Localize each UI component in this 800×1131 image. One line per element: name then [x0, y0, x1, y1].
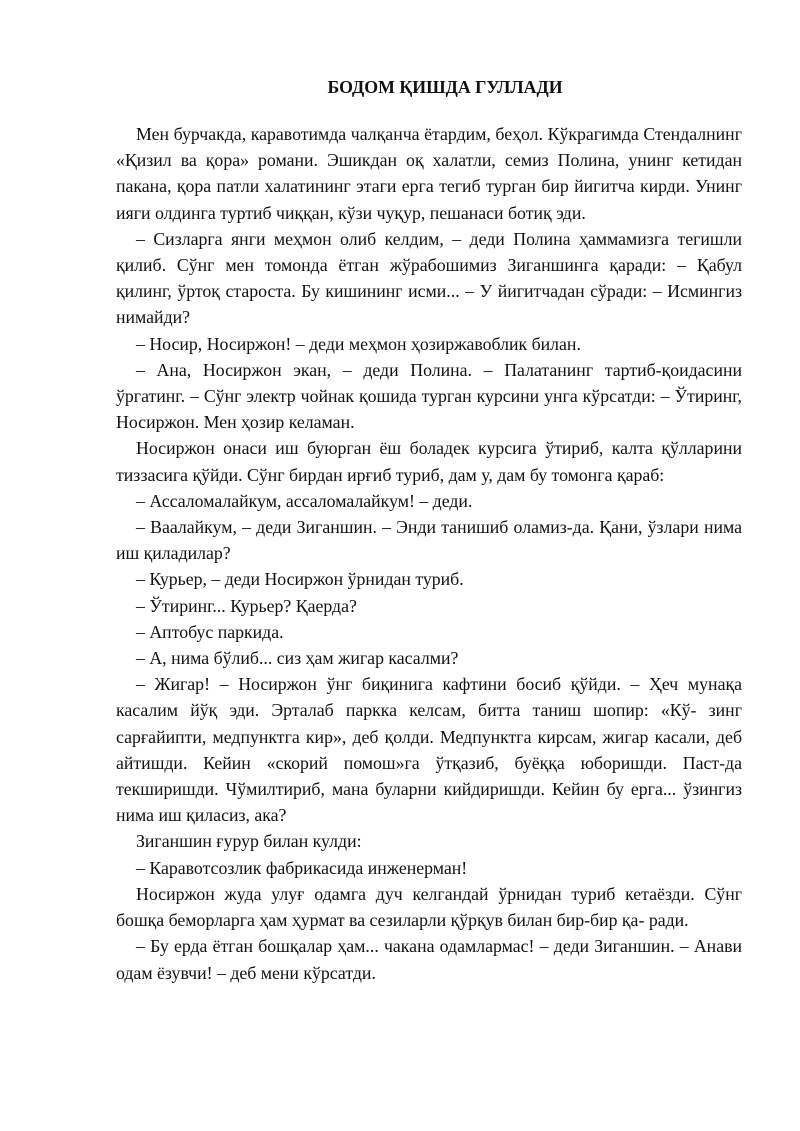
- paragraph: – Ваалайкум, – деди Зиганшин. – Энди танишиб оламиз-да. Қани, ўзлари нима иш қиладилар?: [116, 517, 742, 564]
- paragraph: – Бу ерда ётган бошқалар ҳам... чакана одамлармас! – деди Зиганшин. – Анави одам ёзувчи! – деб мени кўрсатди.: [116, 936, 742, 983]
- paragraph: Зиганшин ғурур билан кулди:: [136, 831, 362, 852]
- paragraph: Носиржон жуда улуғ одамга дуч келгандай ўрнидан туриб кетаёзди. Сўнг бошқа беморларга ҳам ҳурмат ва сезиларли қўрқув билан бир-бир қа- ради.: [116, 883, 742, 931]
- paragraph: – Носир, Носиржон! – деди меҳмон ҳозиржавоблик билан.: [136, 333, 581, 354]
- paragraph: – Ўтиринг... Курьер? Қаерда?: [136, 595, 357, 616]
- paragraph: – Жигар! – Носиржон ўнг биқинига кафтини босиб қўйди. – Ҳеч мунақа касалим йўқ эди. Эрталаб паркка келсам, битта таниш шопир: «Кў- зинг сарғайипти, медпунктга кир», деб қолди. Медпунктга кирсам, жигар касали, деб айтишди. Кейин «скорий помош»га ўтқазиб, буёққа юборишди. Паст-да текширишди. Чўмилтириб, мана буларни кийдиришди. Кейин бу ерга... ўзингиз нима иш қиласиз, ака?: [116, 674, 742, 826]
- document-title: БОДОМ ҚИШДА ГУЛЛАДИ: [327, 77, 563, 97]
- paragraph: – Курьер, – деди Носиржон ўрнидан туриб.: [136, 569, 464, 590]
- paragraph: Носиржон онаси иш буюрган ёш боладек курсига ўтириб, калта қўлларини тиззасига қўйди. Сўнг бирдан ирғиб туриб, дам у, дам бу томонга қараб:: [116, 438, 742, 485]
- document-page: [116, 75, 742, 986]
- paragraph: – Ассаломалайкум, ассаломалайкум! – деди.: [136, 490, 473, 511]
- paragraph: – Каравотсозлик фабрикасида инженерман!: [136, 857, 468, 878]
- document-body: [116, 121, 742, 986]
- paragraph: – Сизларга янги меҳмон олиб келдим, – деди Полина ҳаммамизга тегишли қилиб. Сўнг мен томонда ётган жўрабошимиз Зиганшинга қаради: – Қабул қилинг, ўртоқ староста. Бу кишининг исми... – У йигитчадан сўради: – Исмингиз нимайди?: [116, 228, 742, 328]
- paragraph: – А, нима бўлиб... сиз ҳам жигар касалми?: [136, 648, 459, 669]
- paragraph: – Ана, Носиржон экан, – деди Полина. – Палатанинг тартиб-қоидасини ўргатинг. – Сўнг электр чойнак қошида турган курсини унга кўрсатди: – Ўтиринг, Носиржон. Мен ҳозир келаман.: [116, 359, 742, 433]
- paragraph: – Аптобус паркида.: [136, 621, 284, 642]
- paragraph: Мен бурчакда, каравотимда чалқанча ётардим, беҳол. Кўкрагимда Стендалнинг «Қизил ва қора» романи. Эшикдан оқ халатли, семиз Полина, унинг кетидан пакана, қора патли халатининг этаги ерга тегиб турган бир йигитча кирди. Унинг ияги олдинга туртиб чиққан, кўзи чуқур, пешанаси ботиқ эди.: [116, 124, 742, 223]
